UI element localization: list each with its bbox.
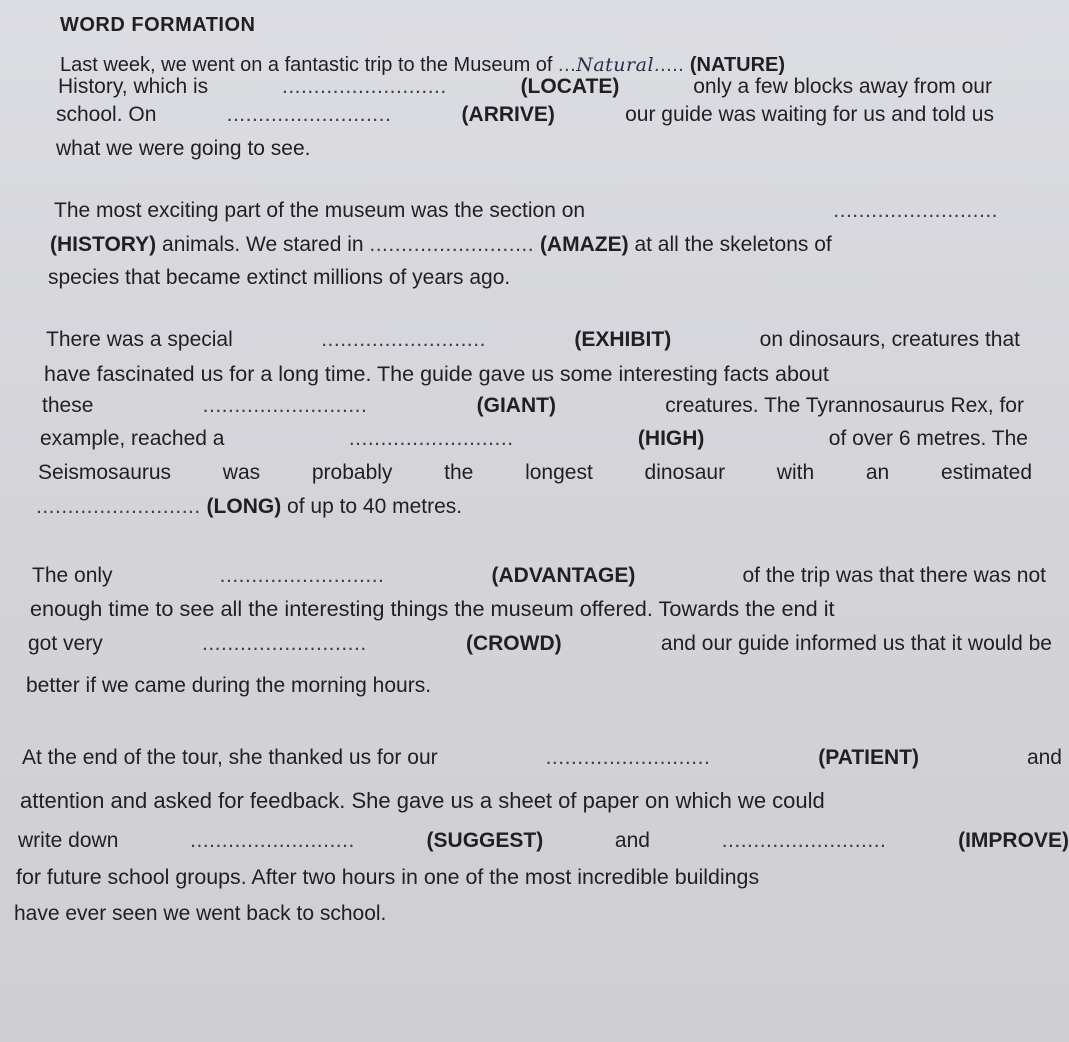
answer-blank-2[interactable]: .......................... [282,75,447,98]
answer-blank-5[interactable]: .......................... [369,233,535,256]
text: The most exciting part of the museum was the section on [54,199,586,222]
text: There was a special [46,328,233,351]
p4-line-4: better if we came during the morning hours. [26,674,432,697]
answer-blank-9[interactable]: .......................... [36,495,201,518]
keyword-high: (HIGH) [637,427,705,450]
text: and [614,829,650,852]
text: of up to 40 metres. [287,495,463,518]
keyword-crowd: (CROWD) [465,632,562,655]
answer-blank-7[interactable]: .......................... [202,394,368,417]
keyword-improve: (IMPROVE) [958,829,1069,852]
keyword-advantage: (ADVANTAGE) [491,564,636,587]
worksheet-title: WORD FORMATION [60,14,256,36]
answer-blank-3[interactable]: .......................... [226,103,392,126]
p4-line-3 [28,631,1052,657]
text: these [42,394,94,417]
p4-line-2: enough time to see all the interesting things the museum offered. Towards the end it [30,596,835,621]
p3-line-4 [40,426,1028,452]
answer-blank-6[interactable]: .......................... [321,328,486,351]
text: creatures. The Tyrannosaurus Rex, for [665,394,1024,417]
answer-blank-14[interactable]: .......................... [721,829,887,852]
keyword-arrive: (ARRIVE) [461,103,555,126]
keyword-patient: (PATIENT) [818,746,919,769]
text: on dinosaurs, creatures that [759,328,1020,351]
text: only a few blocks away from our [693,75,992,98]
text: History, which is [58,75,209,98]
keyword-amaze: (AMAZE) [539,233,629,256]
text: our guide was waiting for us and told us [625,103,994,126]
answer-blank-12[interactable]: .......................... [545,746,711,769]
p1-line-4: what we were going to see. [56,137,311,160]
keyword-nature: (NATURE) [689,54,786,76]
p1-line-3 [56,102,994,128]
p5-line-2: attention and asked for feedback. She gave us a sheet of paper on which we could [20,788,825,813]
text: of the trip was that there was not [742,564,1046,587]
handwritten-answer: Natural [576,54,655,76]
text: write down [18,829,119,852]
p1-line-2 [58,74,992,100]
answer-blank-13[interactable]: .......................... [190,829,355,852]
p3-line-5 [38,460,1032,486]
text: and [1026,746,1062,769]
p3-line-3 [42,393,1024,419]
text: got very [28,632,103,655]
answer-blank-8[interactable]: .......................... [348,427,514,450]
p5-line-3 [18,828,1069,854]
text: Last week, we went on a fantastic trip to the Museum of [60,54,553,76]
keyword-exhibit: (EXHIBIT) [574,328,672,351]
text: and our guide informed us that it would be [660,632,1052,655]
p3-line-1 [46,327,1020,353]
p2-line-3: species that became extinct millions of years ago. [48,266,511,289]
p5-line-1 [22,745,1062,771]
keyword-giant: (GIANT) [476,394,556,417]
text: at all the skeletons of [634,233,832,256]
keyword-history: (HISTORY) [50,233,157,256]
text: example, reached a [40,427,225,450]
p3-line-6 [36,494,462,520]
text: school. On [56,103,157,126]
p4-line-1 [32,563,1046,589]
text: The only [32,564,113,587]
answer-blank-1[interactable]: ...Natural..... [558,54,685,76]
text: Seismosaurus was probably the longest dinosaur with an estimated [38,461,1032,484]
keyword-long: (LONG) [206,495,282,518]
text: At the end of the tour, she thanked us for our [22,746,438,769]
answer-blank-4[interactable]: .......................... [833,199,998,222]
answer-blank-10[interactable]: .......................... [219,564,385,587]
answer-blank-11[interactable]: .......................... [201,632,367,655]
p2-line-1 [54,198,998,224]
keyword-locate: (LOCATE) [520,75,620,98]
p2-line-2 [50,232,832,258]
p5-line-5: have ever seen we went back to school. [14,902,387,925]
p3-line-2: have fascinated us for a long time. The guide gave us some interesting facts about [44,362,829,386]
text: animals. We stared in [162,233,364,256]
p5-line-4: for future school groups. After two hours in one of the most incredible buildings [16,865,760,889]
text: of over 6 metres. The [828,427,1028,450]
keyword-suggest: (SUGGEST) [426,829,544,852]
